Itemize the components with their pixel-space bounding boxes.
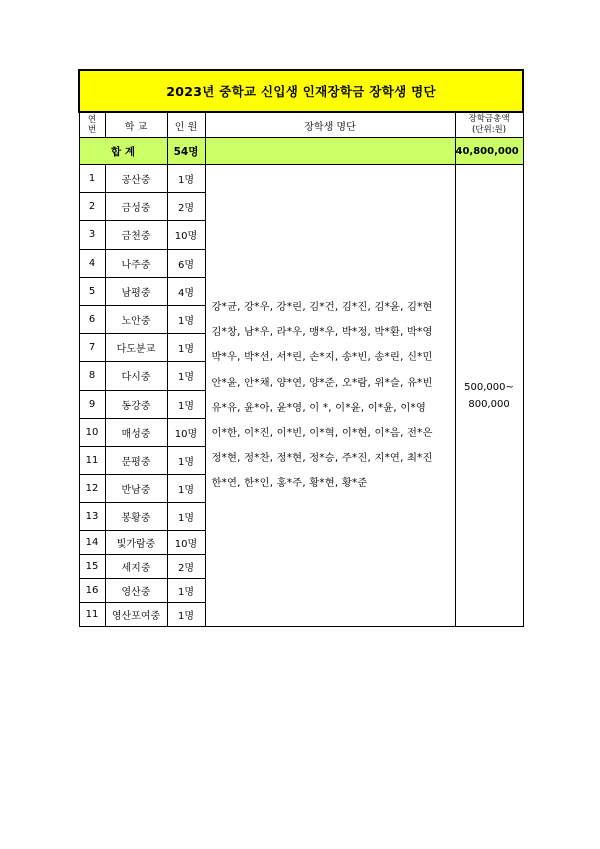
row-count: 1명 xyxy=(167,165,205,193)
header-school: 학 교 xyxy=(105,112,167,138)
recipient-names-line: 강*균, 강*우, 강*린, 김*건, 김*진, 김*윤, 김*현 xyxy=(211,300,433,313)
header-count: 인 원 xyxy=(167,112,205,138)
row-number: 1 xyxy=(79,165,105,193)
row-school: 봉황중 xyxy=(105,503,167,531)
row-number: 5 xyxy=(79,277,105,305)
row-count: 10명 xyxy=(167,221,205,249)
row-count: 4명 xyxy=(167,277,205,305)
summary-names-empty xyxy=(205,138,455,165)
row-school: 나주중 xyxy=(105,249,167,277)
row-count: 1명 xyxy=(167,334,205,362)
row-count: 1명 xyxy=(167,446,205,474)
row-number: 13 xyxy=(79,503,105,531)
row-school: 금천중 xyxy=(105,221,167,249)
recipient-names-line: 이*한, 이*진, 이*빈, 이*혁, 이*현, 이*음, 전*은 xyxy=(211,426,433,439)
row-number: 3 xyxy=(79,221,105,249)
row-school: 문평중 xyxy=(105,446,167,474)
summary-count: 54명 xyxy=(167,138,205,165)
row-school: 남평중 xyxy=(105,277,167,305)
recipient-names-line: 한*연, 한*인, 홍*주, 황*현, 황*준 xyxy=(211,477,368,490)
row-school: 반남중 xyxy=(105,475,167,503)
amount-range-line1: 500,000~ xyxy=(464,381,514,393)
header-number-line2: 번 xyxy=(87,125,97,135)
header-total-line1: 장학금총액 xyxy=(468,114,510,124)
row-school: 다시중 xyxy=(105,362,167,390)
row-number: 4 xyxy=(79,249,105,277)
amount-range xyxy=(455,165,523,627)
recipient-names-line: 박*우, 박*선, 서*린, 손*지, 송*빈, 송*린, 신*민 xyxy=(211,351,433,364)
row-school: 금성중 xyxy=(105,193,167,221)
header-number xyxy=(79,112,105,138)
row-number: 9 xyxy=(79,390,105,418)
row-school: 매성중 xyxy=(105,418,167,446)
summary-total: 40,800,000 xyxy=(455,138,523,165)
recipient-names xyxy=(205,165,455,627)
header-names: 장학생 명단 xyxy=(205,112,455,138)
document-title: 2023년 중학교 신입생 인재장학금 장학생 명단 xyxy=(79,70,523,112)
row-number: 7 xyxy=(79,334,105,362)
row-school: 공산중 xyxy=(105,165,167,193)
row-school: 동강중 xyxy=(105,390,167,418)
row-number: 2 xyxy=(79,193,105,221)
scholarship-table xyxy=(78,69,524,627)
row-school: 노안중 xyxy=(105,305,167,333)
row-count: 1명 xyxy=(167,390,205,418)
recipient-names-line: 안*윤, 안*채, 양*연, 양*준, 오*람, 위*슬, 유*빈 xyxy=(211,376,433,389)
row-count: 10명 xyxy=(167,531,205,555)
row-count: 6명 xyxy=(167,249,205,277)
row-number: 6 xyxy=(79,305,105,333)
summary-row xyxy=(79,138,523,165)
row-number: 11 xyxy=(79,446,105,474)
recipient-names-line: 유*유, 윤*아, 윤*영, 이 *, 이*윤, 이*윤, 이*영 xyxy=(211,401,426,414)
row-school: 다도분교 xyxy=(105,334,167,362)
row-count: 2명 xyxy=(167,555,205,579)
recipient-names-line: 정*현, 정*찬, 정*현, 정*승, 주*진, 지*연, 최*진 xyxy=(211,452,433,465)
row-number: 14 xyxy=(79,531,105,555)
row-number: 12 xyxy=(79,475,105,503)
row-count: 2명 xyxy=(167,193,205,221)
row-school: 영산포여중 xyxy=(105,603,167,627)
row-number: 15 xyxy=(79,555,105,579)
row-count: 1명 xyxy=(167,603,205,627)
row-number: 8 xyxy=(79,362,105,390)
row-count: 1명 xyxy=(167,305,205,333)
row-number: 16 xyxy=(79,579,105,603)
row-number: 11 xyxy=(79,603,105,627)
header-number-line1: 연 xyxy=(87,115,97,125)
row-number: 10 xyxy=(79,418,105,446)
row-count: 1명 xyxy=(167,362,205,390)
row-count: 1명 xyxy=(167,503,205,531)
row-count: 10명 xyxy=(167,418,205,446)
row-school: 세지중 xyxy=(105,555,167,579)
row-school: 빛가람중 xyxy=(105,531,167,555)
recipient-names-line: 김*창, 남*우, 라*우, 맹*우, 박*정, 박*환, 박*영 xyxy=(211,326,433,339)
header-total-line2: (단위:원) xyxy=(471,125,507,135)
row-count: 1명 xyxy=(167,475,205,503)
row-school: 영산중 xyxy=(105,579,167,603)
summary-label: 합 계 xyxy=(79,138,167,165)
row-count: 1명 xyxy=(167,579,205,603)
amount-range-line2: 800,000 xyxy=(468,398,510,410)
header-total xyxy=(455,112,523,138)
scholarship-document xyxy=(78,69,522,627)
table-row xyxy=(79,165,523,193)
